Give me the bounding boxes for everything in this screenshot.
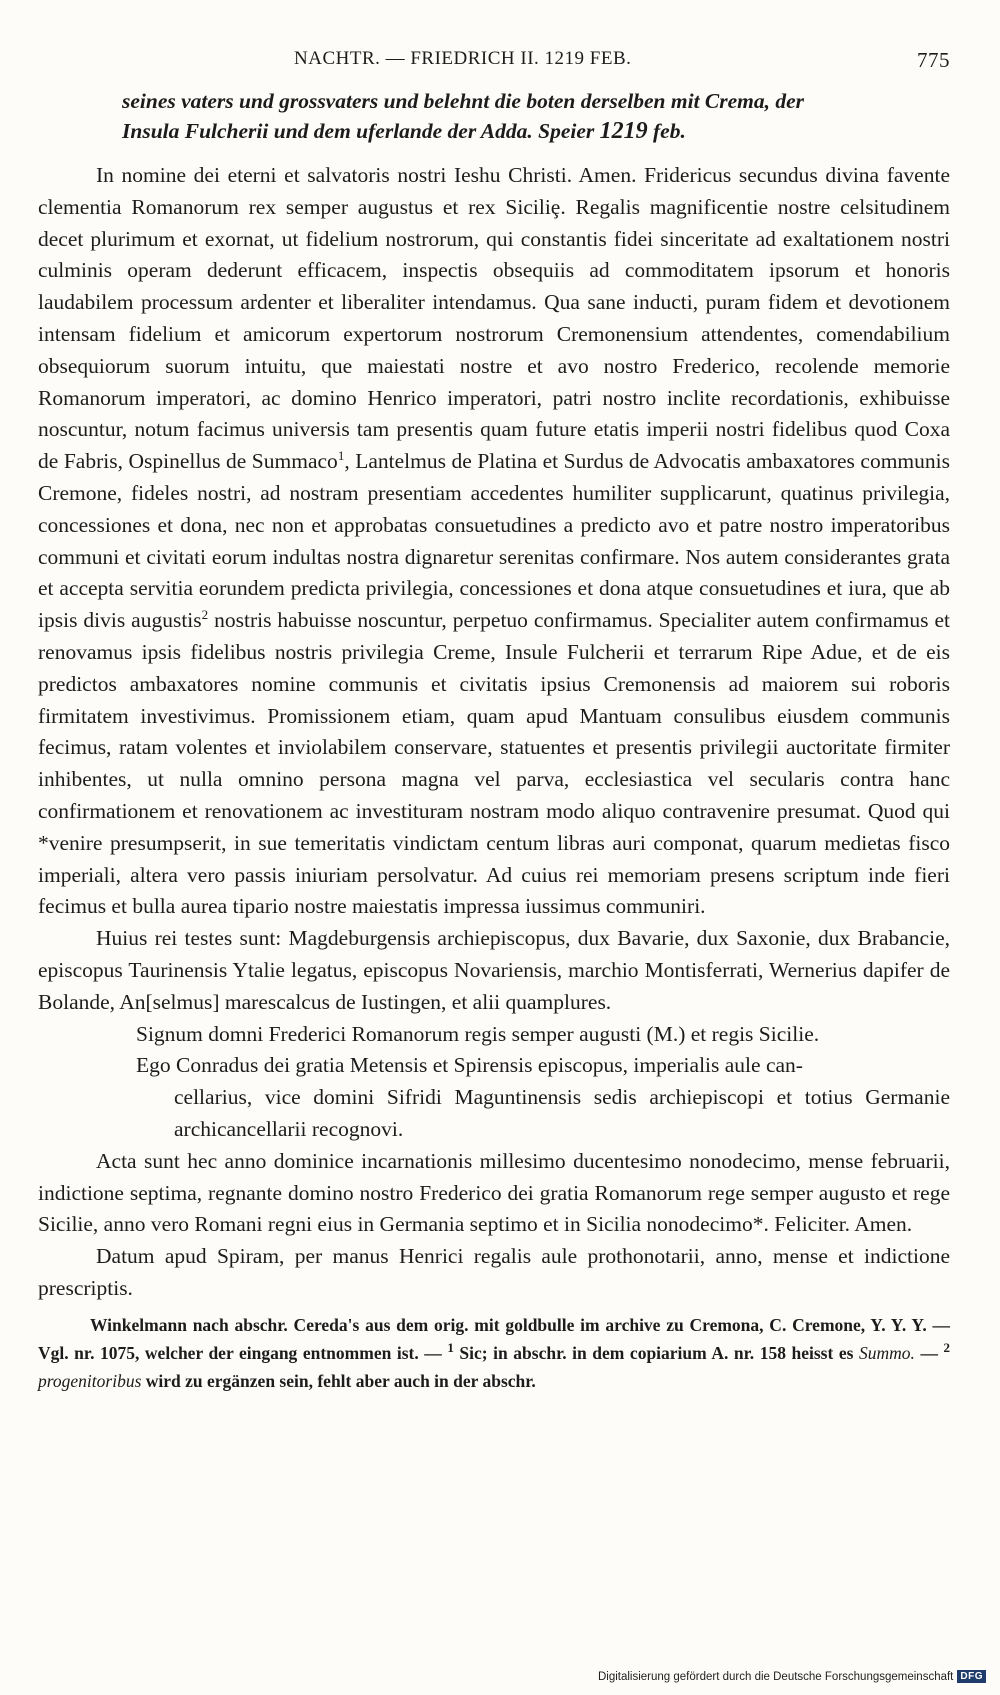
note-text: —	[914, 1342, 944, 1363]
recognition-paragraph	[38, 1050, 950, 1145]
note-italic-summo: Summo.	[858, 1342, 915, 1363]
footer-text: Digitalisierung gefördert durch die Deutsche Forschungsgemeinschaft	[597, 1670, 954, 1683]
note-paragraph	[38, 1311, 950, 1395]
footnote-ref-1: 1	[337, 448, 345, 464]
note-ref-2: 2	[943, 1339, 950, 1355]
paragraph-witnesses: Huius rei testes sunt: Magdeburgensis archiepiscopus, dux Bavarie, dux Saxonie, dux Brabancie, episcopus Taurinensis Ytalie legatus, episcopus Novariensis, marchio Montisferrati, Wernerius dapifer de Bolande, An[selmus] marescalcus de Iustingen, et alii quamplures.	[38, 926, 950, 1014]
regest-summary	[38, 86, 950, 146]
paragraph-acta: Acta sunt hec anno dominice incarnationis millesimo ducentesimo nonodecimo, mense februarii, indictione septima, regnante domino nostro Frederico dei gratia Romanorum rege semper augusto et rege Sicilie, anno vero Romani regni eius in Germania septimo et in Sicilia nonodecimo*. Feliciter. Amen.	[38, 1148, 950, 1237]
running-header	[38, 48, 950, 82]
note-italic-progenitoribus: progenitoribus	[38, 1370, 142, 1391]
note-ref-1: 1	[447, 1339, 454, 1355]
text-span: , Lantelmus de Platina et Surdus de Advocatis ambaxatores communis Cremone, fideles nostri, ad nostram presentiam accedentes humiliter supplicarunt, quatinus privilegia, concessiones et dona, nec non et approbatas consuetudines a predicto avo et patre nostro imperatoribus communi et civitati eorum indultas nostra dignaretur serenitas confirmare. Nos autem considerantes grata et accepta servitia eorundem predicta privilegia, concessiones et dona atque consuetudines et iura, que ab ipsis divis augustis	[38, 449, 950, 633]
regest-line-2	[122, 116, 946, 146]
page-number: 775	[917, 48, 950, 72]
text-span: nostris habuisse noscuntur, perpetuo confirmamus. Specialiter autem confirmamus et renovamus ipsis fidelibus nostris privilegia Creme, Insule Fulcherii et terrarum Ripe Adue, et de eis predictos ambaxatores nomine communis et civitatis ipsius Cremonensis ad maiorem sui roboris firmitatem investivimus. Promissionem etiam, quam apud Mantuam consulibus eiusdem communis fecimus, ratam volentes et inviolabilem conservare, statuentes et presentis privilegii auctoritate firmiter inhibentes, ut nulla omnino persona magna vel parva, ecclesiastica vel secularis contra hanc confirmationem et renovationem ac investituram nostram modo aliquo contravenire presumat. Quod qui *venire presumpserit, in sue temeritatis vindictam centum libras auri componat, quarum medietas fisco imperiali, altera vero passis iniuriam persolvatur. Ad cuius rei memoriam presens scriptum inde fieri fecimus et bulla aurea tipario nostre maiestatis impressa iussimus communiri.	[38, 608, 950, 919]
regest-line-1: seines vaters und grossvaters und belehnt die boten derselben mit Crema, der	[122, 89, 805, 113]
signum-line: Signum domni Frederici Romanorum regis semper augusti (M.) et regis Sicilie.	[136, 1021, 820, 1046]
recognition-first-line: Ego Conradus dei gratia Metensis et Spirensis episcopus, imperialis aule can-	[136, 1053, 803, 1078]
regest-text: Insula Fulcherii und dem uferlande der Adda. Speier	[122, 119, 600, 143]
running-title: NACHTR. — FRIEDRICH II. 1219 FEB.	[294, 48, 632, 69]
charter-text	[38, 160, 950, 1305]
digitization-footer	[598, 1670, 986, 1683]
document-page	[38, 48, 950, 1395]
footnote-ref-2: 2	[201, 607, 209, 622]
recognition-rest: cellarius, vice domini Sifridi Maguntinensis sedis archiepiscopi et totius Germanie archicancellarii recognovi.	[174, 1085, 950, 1141]
regest-year: 1219	[599, 118, 648, 144]
regest-text-end: feb.	[647, 119, 686, 143]
note-text: wird zu ergänzen sein, fehlt aber auch in der abschr.	[141, 1370, 536, 1391]
note-text: Winkelmann nach abschr. Cereda's aus dem orig. mit goldbulle im archive zu Cremona, C. Cremone, Y. Y. Y. — Vgl. nr. 1075, welcher der eingang entnommen ist. —	[38, 1314, 950, 1363]
editorial-notes	[38, 1311, 950, 1395]
paragraph-main	[38, 160, 950, 923]
text-span: In nomine dei eterni et salvatoris nostri Ieshu Christi. Amen. Fridericus secundus divina favente clementia Romanorum rex semper augustus et rex Siciliȩ. Regalis magnificentie nostre celsitudinem decet plurimum et exornat, ut fidelium nostrorum, qui constantis fidei sinceritate ad exaltationem nostri culminis operam dederunt efficacem, inspectis obsequiis ad commoditatem ipsorum et honoris laudabilem processum ardenter et liberaliter intendamus. Qua sane inducti, puram fidem et devotionem intensam fidelium et amicorum expertorum nostrorum Cremonensium attendentes, comendabilium obsequiorum suorum intuitu, que maiestati nostre et avo nostro Frederico, recolende memorie Romanorum imperatori, ac domino Henrico imperatori, patri nostro inclite recordationis, exhibuisse noscuntur, notum facimus universis tam presentis quam future etatis imperii nostri fidelibus quod Coxa de Fabris, Ospinellus de Summaco	[38, 163, 950, 474]
dfg-logo: DFG	[957, 1670, 986, 1683]
note-text: Sic; in abschr. in dem copiarium A. nr. 158 heisst es	[453, 1342, 859, 1363]
paragraph-datum: Datum apud Spiram, per manus Henrici regalis aule prothonotarii, anno, mense et indictione prescriptis.	[38, 1244, 950, 1300]
